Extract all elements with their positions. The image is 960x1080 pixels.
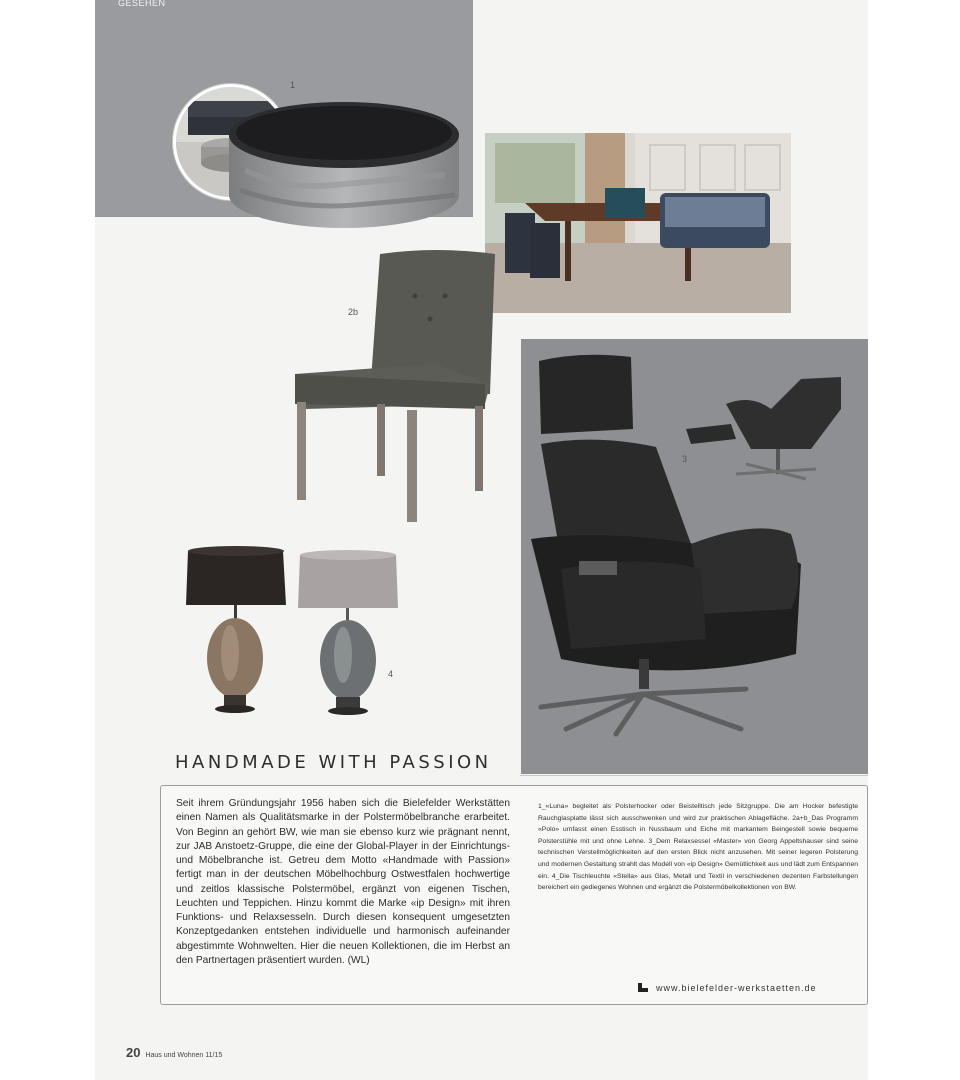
pointer-icon [636, 982, 650, 994]
page-folio [126, 1045, 222, 1060]
headline-rule [520, 775, 868, 776]
label-4: 4 [388, 669, 394, 679]
master-recliner-photo [521, 339, 868, 774]
label-2b: 2b [348, 307, 359, 317]
label-1: 1 [290, 80, 296, 90]
website-line [636, 982, 817, 994]
website-url[interactable]: www.bielefelder-werkstaetten.de [656, 983, 817, 993]
image-captions: 1_«Luna» begleitet als Polsterhocker oder Beistelltisch jede Sitzgruppe. Die am Hocker befestigte Rauchglasplatte lässt sich ausschwenken und wird zur praktischen Ablagefläche. 2a+b_Das Programm «Polo» umfasst einen Esstisch in Nussbaum und Eiche mit markantem Beingestell sowie bequeme Polsterstühle mit und ohne Lehne. 3_Dem Relaxsessel «Master» von Georg Appeltshauser sind seine technischen Verstellmöglichkeiten auf den ersten Blick nicht anzusehen. Mit seiner legeren Polsterung und modernen Gestaltung strahlt das Modell von «ip Design» Gemütlichkeit aus und lädt zum Entspannen ein. 4_Die Tischleuchte «Stella» aus Glas, Metall und Textil in verschiedenen dezenten Farbstellungen bereichert ein gediegenes Wohnen und ergänzt die Polstermöbelkollektionen von BW. [538, 803, 858, 892]
article-headline: HANDMADE WITH PASSION [175, 752, 492, 773]
polo-dining-photo [485, 133, 791, 313]
polo-chair-photo [285, 244, 500, 529]
article-body: Seit ihrem Gründungsjahr 1956 haben sich die Bielefelder Werkstätten einen Namen als Qualitätsmarke in der Polstermöbelbranche erarbeitet. Von Beginn an gehört BW, wie man sie ebenso kurz wie prägnant nennt, zur JAB Anstoetz-Gruppe, die eine der Global-Player in der Einrichtungs- und Möbelbranche ist. Getreu dem Motto «Handmade with Passion» fertigt man in der deutschen Möbelhochburg Ostwestfalen hochwertige und zeitlos klassische Polstermöbel, ergänzt von eigenen Tischen, Leuchten und Teppichen. Hinzu kommt die Marke «ip Design» mit ihren Funktions- und Relaxsesseln. Durch diesen konsequent umgesetzten Konzeptgedanken entstehen individuelle und harmonisch aufeinander abgestimmte Wohnwelten. Hier die neuen Kollektionen, die im Herbst an den Partnertagen präsentiert wurden. (WL) [176, 798, 510, 966]
magazine-issue: Haus und Wohnen 11/15 [145, 1052, 223, 1059]
luna-ottoman-photo [225, 100, 463, 230]
page-number: 20 [126, 1045, 141, 1060]
section-label: GESEHEN [118, 0, 166, 8]
label-3: 3 [682, 454, 688, 464]
stella-lamps-photo [178, 545, 398, 725]
